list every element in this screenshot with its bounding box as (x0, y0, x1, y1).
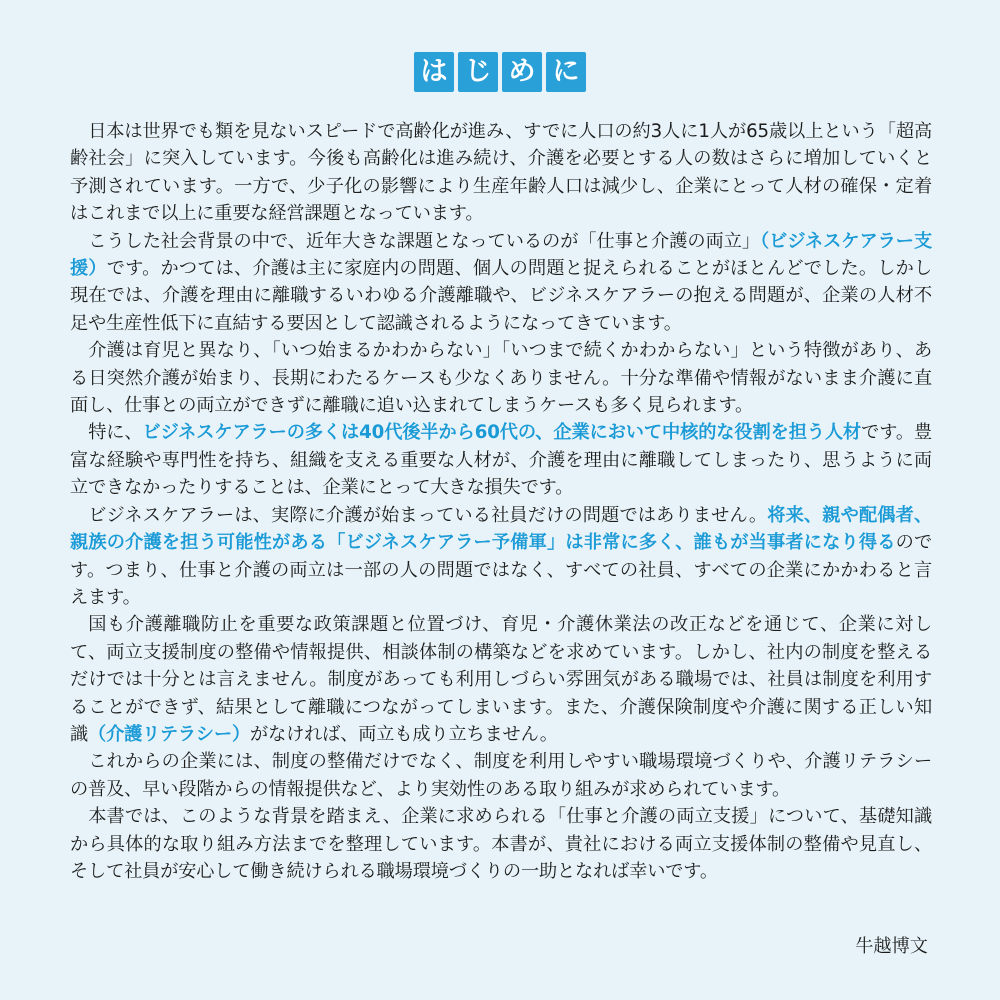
paragraph (70, 228, 932, 338)
title-char: は (414, 52, 454, 92)
page-title (0, 52, 1000, 92)
paragraph-text: です。かつては、介護は主に家庭内の問題、個人の問題と捉えられることがほとんどでした。しかし現在では、介護を理由に離職するいわゆる介護離職や、ビジネスケアラーの抱える問題が、企業の人材不足や生産性低下に直結する要因として認識されるようになってきています。 (70, 258, 933, 334)
paragraph-text: 国も介護離職防止を重要な政策課題と位置づけ、育児・介護休業法の改正などを通じて、企業に対して、両立支援制度の整備や情報提供、相談体制の構築などを求めています。しかし、社内の制度を整えるだけでは十分とは言えません。制度があっても利用しづらい雰囲気がある職場では、社員は制度を利用することができず、結果として離職につながってしまいます。また、介護保険制度や介護に関する正しい知識 (70, 614, 932, 745)
paragraph (70, 419, 932, 501)
paragraph-text: のです。つまり、仕事と介護の両立は一部の人の問題ではなく、すべての社員、すべての企業にかかわると言えます。 (70, 532, 932, 608)
highlighted-text: 将来、親や配偶者、親族の介護を担う可能性がある「ビジネスケアラー予備軍」は非常に多く、誰もが当事者になり得る (70, 504, 932, 554)
highlighted-text: ビジネスケアラーの多くは40代後半から60代の、企業において中核的な役割を担う人材 (142, 422, 862, 444)
paragraph-text: がなければ、両立も成り立ちません。 (250, 723, 558, 745)
body-text (70, 118, 932, 885)
paragraph-text: 本書では、このような背景を踏まえ、企業に求められる「仕事と介護の両立支援」について、基礎知識から具体的な取り組み方法までを整理しています。本書が、貴社における両立支援体制の整備や見直し、そして社員が安心して働き続けられる職場環境づくりの一助となれば幸いです。 (70, 806, 932, 882)
title-char: め (502, 52, 542, 92)
paragraph-text: 特に、 (88, 422, 143, 444)
paragraph (70, 118, 932, 228)
highlighted-text: （介護リテラシー） (88, 723, 251, 745)
paragraph-text: 日本は世界でも類を見ないスピードで高齢化が進み、すでに人口の約3人に1人が65歳以上という「超高齢社会」に突入しています。今後も高齢化は進み続け、介護を必要とする人の数はさらに増加していくと予測されています。一方で、少子化の影響により生産年齢人口は減少し、企業にとって人材の確保・定着はこれまで以上に重要な経営課題となっています。 (70, 121, 932, 225)
title-char: に (546, 52, 586, 92)
paragraph (70, 502, 932, 612)
paragraph-text: 介護は育児と異なり、「いつ始まるかわからない」「いつまで続くかわからない」という特徴があり、ある日突然介護が始まり、長期にわたるケースも少なくありません。十分な準備や情報がないまま介護に直面し、仕事との両立ができずに離職に追い込まれてしまうケースも多く見られます。 (70, 340, 932, 417)
paragraph (70, 803, 932, 885)
paragraph (70, 611, 932, 748)
author-name: 牛越博文 (855, 936, 928, 957)
paragraph-text: ビジネスケアラーは、実際に介護が始まっている社員だけの問題ではありません。 (88, 504, 768, 526)
title-char: じ (458, 52, 498, 92)
paragraph (70, 337, 932, 419)
paragraph-text: こうした社会背景の中で、近年大きな課題となっているのが「仕事と介護の両立」 (88, 230, 761, 252)
highlighted-text: （ビジネスケアラー支援） (70, 230, 932, 280)
paragraph-text: です。豊富な経験や専門性を持ち、組織を支える重要な人材が、介護を理由に離職してしまったり、思うように両立できなかったりすることは、企業にとって大きな損失です。 (70, 422, 932, 499)
paragraph-text: これからの企業には、制度の整備だけでなく、制度を利用しやすい職場環境づくりや、介護リテラシーの普及、早い段階からの情報提供など、より実効性のある取り組みが求められています。 (70, 751, 932, 800)
paragraph (70, 748, 932, 803)
